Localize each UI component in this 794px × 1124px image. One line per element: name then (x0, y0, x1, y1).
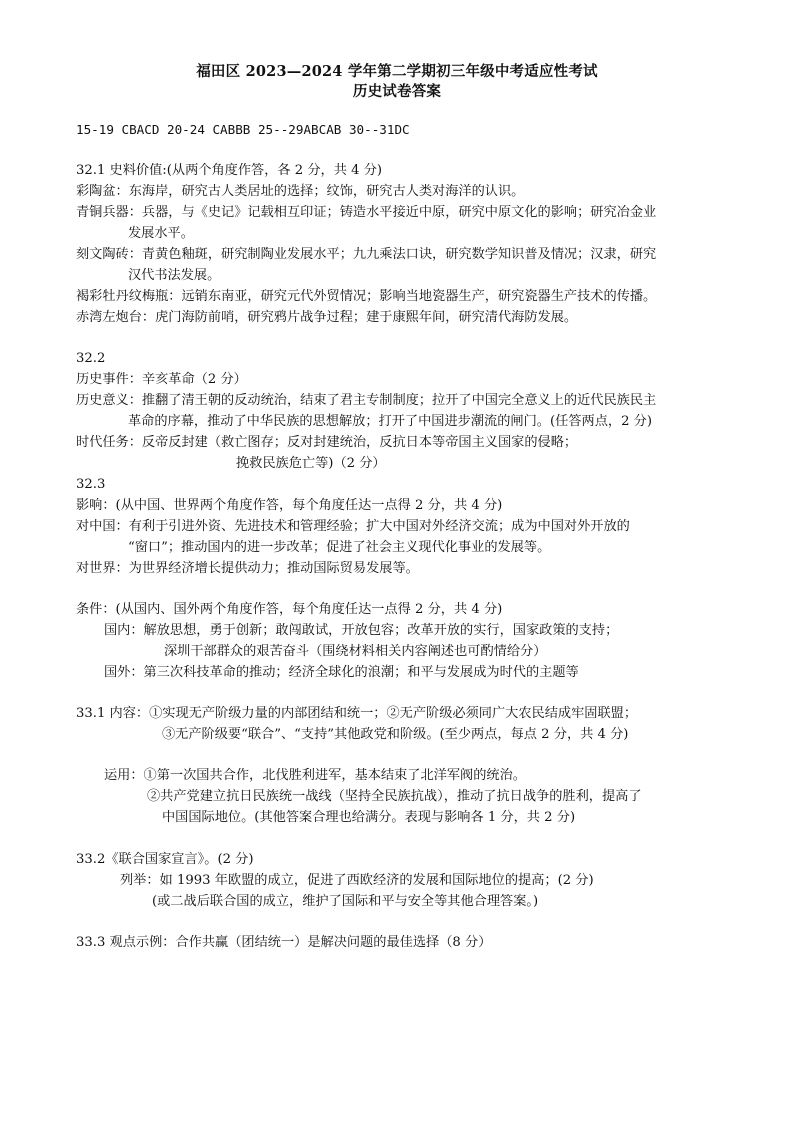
q32-2-line-continued: 革命的序幕，推动了中华民族的思想解放；打开了中国进步潮流的闸门。(任答两点，2 分) (128, 414, 652, 429)
q32-3-line: 对中国：有利于引进外资、先进技术和管理经验；扩大中国对外经济交流；成为中国对外开放的 (76, 519, 630, 534)
q33-2-line: 33.2《联合国家宣言》。(2 分) (76, 852, 254, 867)
q32-1-item: 赤湾左炮台：虎门海防前哨，研究鸦片战争过程；建于康熙年间，研究清代海防发展。 (76, 310, 578, 325)
q33-1-line-continued: ③无产阶级要“联合”、“支持”其他政党和阶级。(至少两点，每点 2 分，共 4 分) (162, 727, 629, 742)
q32-1-item: 彩陶盆：东海岸，研究古人类居址的选择；纹饰，研究古人类对海洋的认识。 (76, 184, 525, 199)
q33-2-line-continued: (或二战后联合国的成立，维护了国际和平与安全等其他合理答案。) (152, 894, 539, 909)
q32-3-heading: 32.3 (76, 477, 106, 492)
q32-3-line: 影响：(从中国、世界两个角度作答，每个角度任达一点得 2 分，共 4 分) (76, 498, 503, 513)
document-title-line2: 历史试卷答案 (352, 83, 442, 100)
q32-3-line-indented: 国外：第三次科技革命的推动；经济全球化的浪潮；和平与发展成为时代的主题等 (104, 665, 579, 680)
q33-2-line-indented: 列举：如 1993 年欧盟的成立，促进了西欧经济的发展和国际地位的提高；(2 分) (120, 873, 594, 888)
q32-3-line: 对世界：为世界经济增长提供动力；推动国际贸易发展等。 (76, 561, 419, 576)
choice-answers: 15-19 CBACD 20-24 CABBB 25--29ABCAB 30--31DC (76, 122, 410, 137)
q32-3-line: 条件：(从国内、国外两个角度作答，每个角度任达一点得 2 分，共 4 分) (76, 602, 503, 617)
q32-1-item-continued: 汉代书法发展。 (128, 268, 221, 283)
q33-1-line-continued: ②共产党建立抗日民族统一战线（坚持全民族抗战），推动了抗日战争的胜利，提高了 (147, 789, 642, 804)
q32-3-line-continued: “窗口”；推动国内的进一步改革；促进了社会主义现代化事业的发展等。 (128, 540, 551, 555)
q32-2-line: 历史事件：辛亥革命（2 分） (76, 372, 247, 387)
q32-2-heading: 32.2 (76, 351, 106, 366)
q32-2-line-continued: 挽救民族危亡等)（2 分） (236, 456, 386, 471)
q32-1-heading: 32.1 史料价值:(从两个角度作答，各 2 分，共 4 分) (76, 163, 383, 178)
q32-1-item: 青铜兵器：兵器，与《史记》记载相互印证；铸造水平接近中原，研究中原文化的影响；研究冶金业 (76, 205, 657, 220)
q33-1-line-continued: 中国国际地位。(其他答案合理也给满分。表现与影响各 1 分，共 2 分) (162, 810, 576, 825)
q32-1-item-continued: 发展水平。 (128, 226, 194, 241)
q32-3-line-indented: 国内：解放思想，勇于创新；敢闯敢试，开放包容；改革开放的实行，国家政策的支持； (104, 623, 619, 638)
document-title-line1: 福田区 2023—2024 学年第二学期初三年级中考适应性考试 (196, 63, 598, 80)
q32-3-line-continued: 深圳干部群众的艰苦奋斗（围绕材料相关内容阐述也可酌情给分） (164, 644, 547, 659)
q32-2-line: 历史意义：推翻了清王朝的反动统治，结束了君主专制制度；拉开了中国完全意义上的近代民族民主 (76, 393, 657, 408)
q33-1-line: 33.1 内容：①实现无产阶级力量的内部团结和统一；②无产阶级必须同广大农民结成牢固联盟； (76, 706, 638, 721)
q32-1-item: 褐彩牡丹纹梅瓶：远销东南亚，研究元代外贸情况；影响当地瓷器生产，研究瓷器生产技术的传播。 (76, 289, 657, 304)
q33-3-line: 33.3 观点示例：合作共赢（团结统一）是解决问题的最佳选择（8 分） (76, 935, 492, 950)
q32-1-item: 刻文陶砖：青黄色釉斑，研究制陶业发展水平；九九乘法口诀，研究数学知识普及情况；汉隶，研究 (76, 247, 657, 262)
q33-1-line-indented: 运用：①第一次国共合作，北伐胜利进军，基本结束了北洋军阀的统治。 (104, 768, 526, 783)
q32-2-line: 时代任务：反帝反封建（救亡图存；反对封建统治，反抗日本等帝国主义国家的侵略； (76, 435, 578, 450)
